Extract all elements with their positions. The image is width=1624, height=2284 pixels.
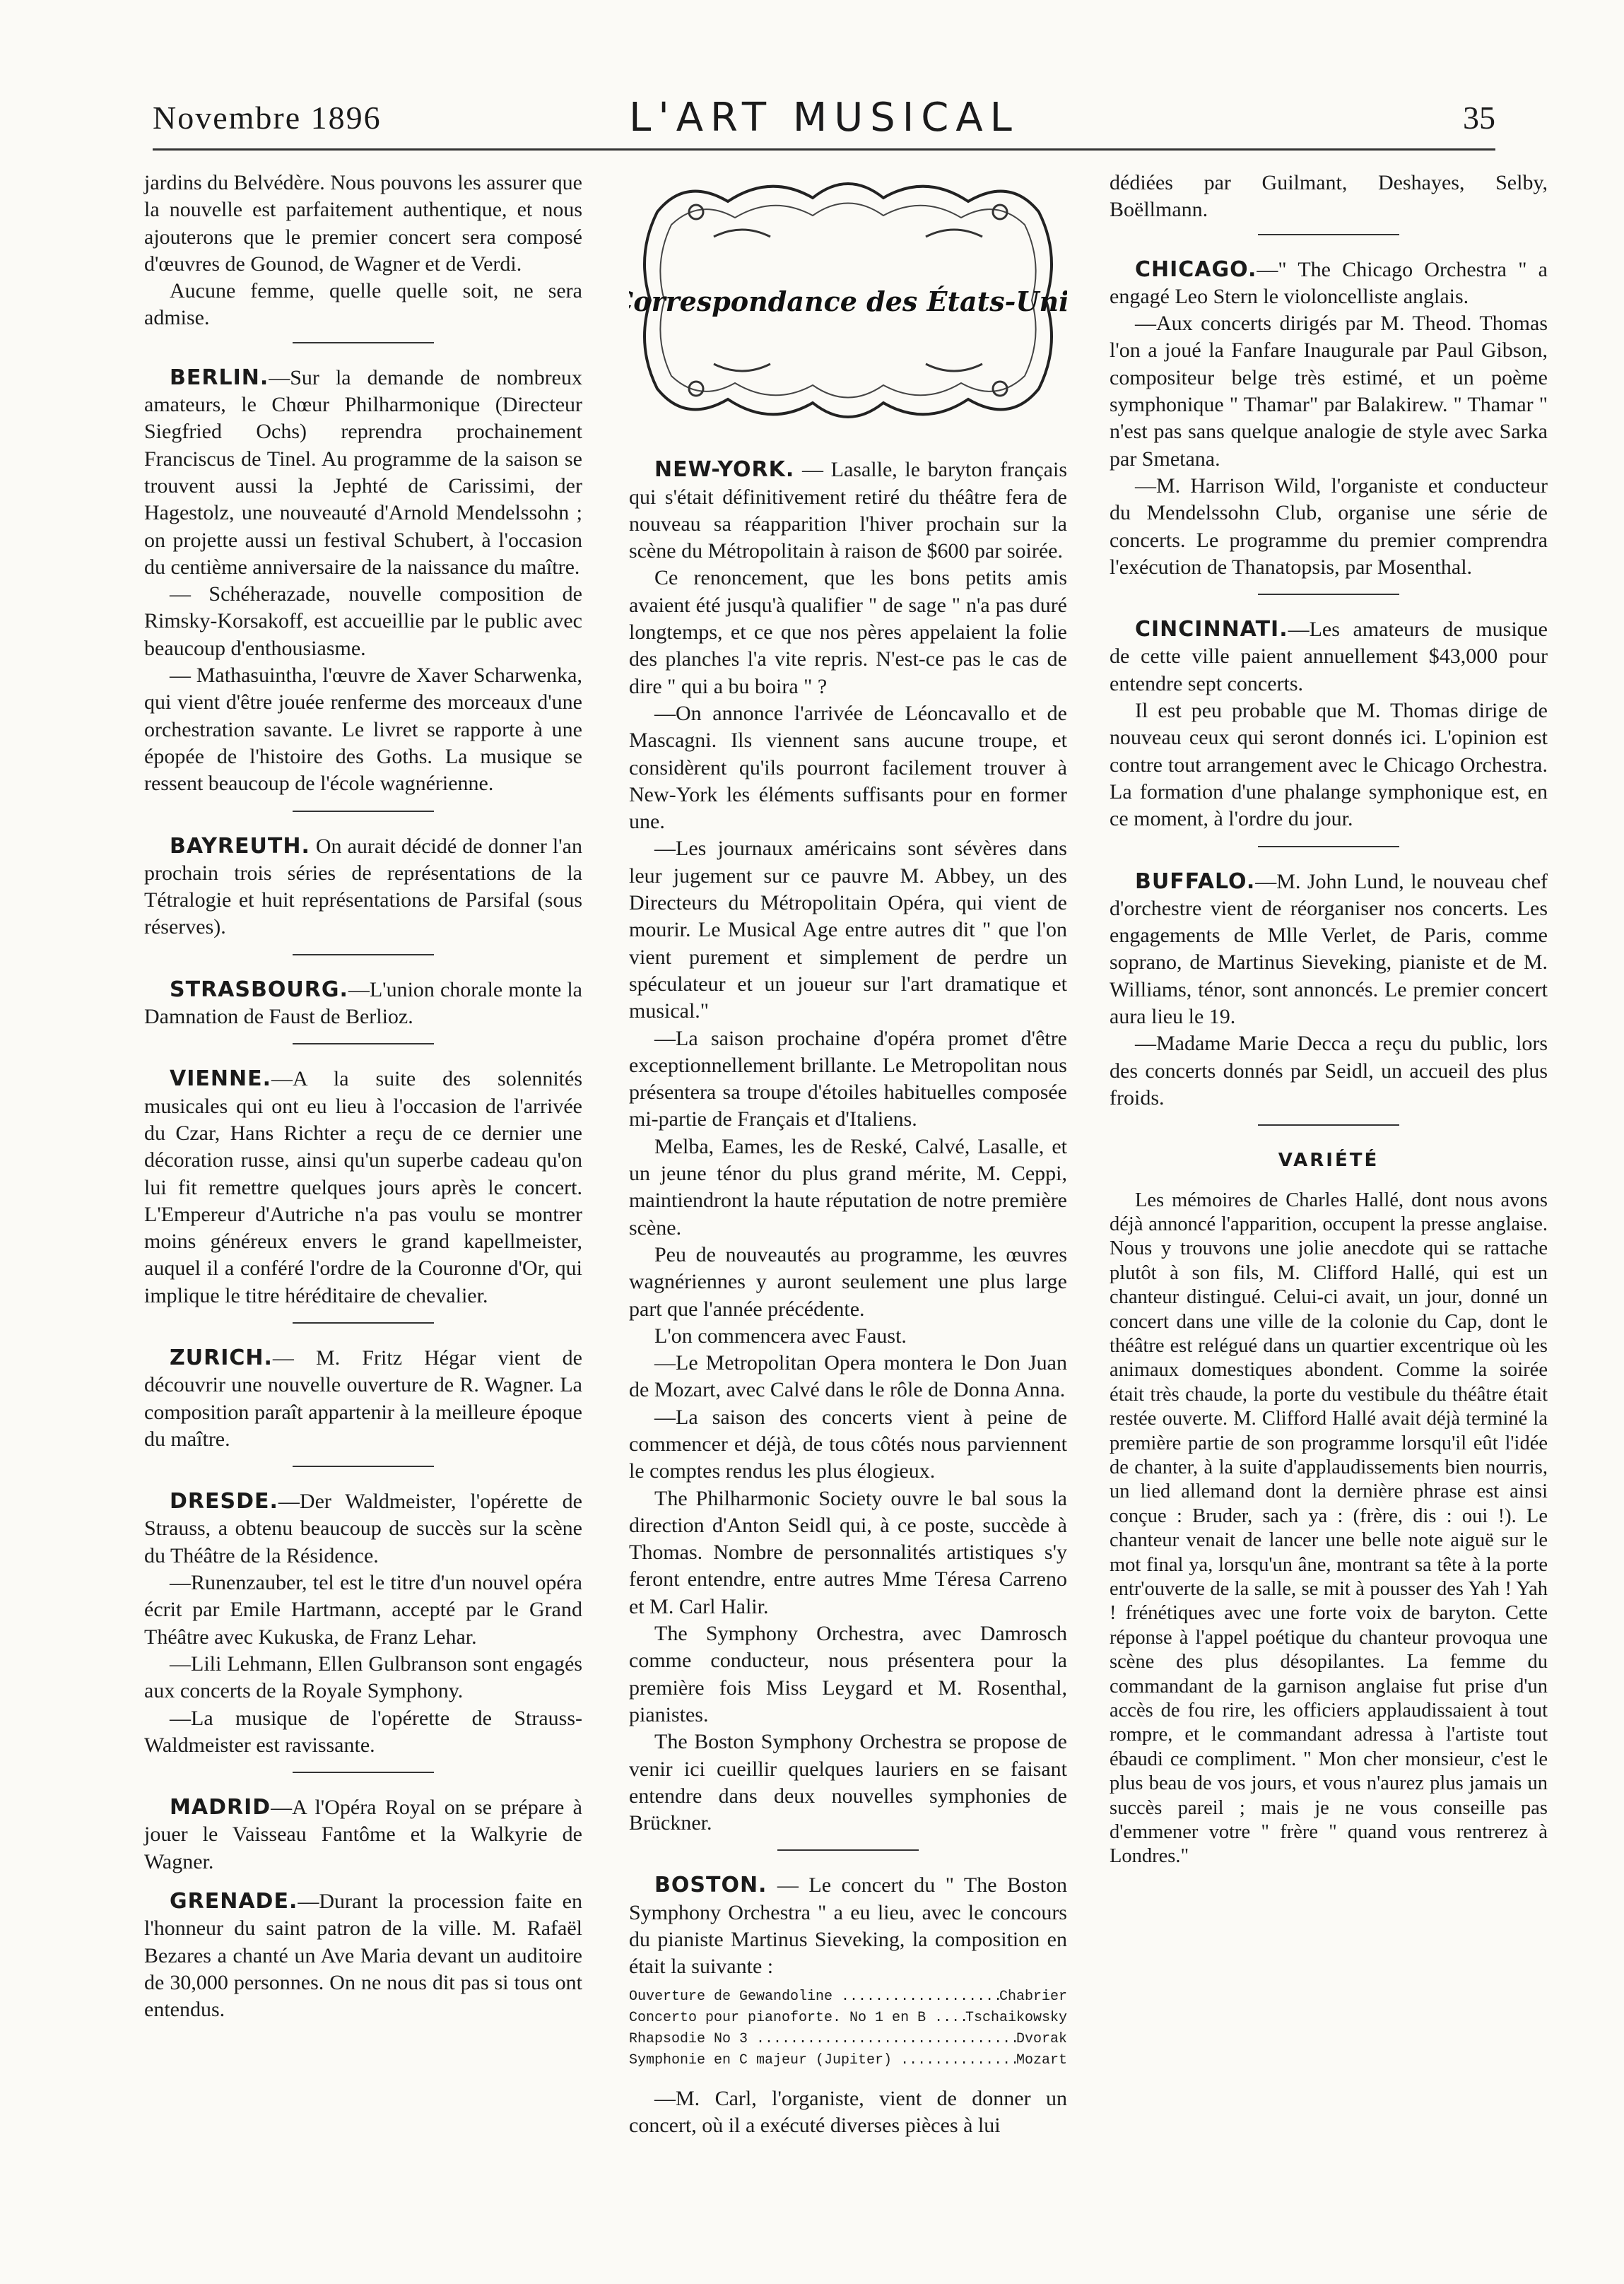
paragraph: Peu de nouveautés au programme, les œuvres wagnériennes y auront seulement une plus large part que l'année précédente. <box>629 1242 1067 1321</box>
program-row <box>629 2029 1067 2050</box>
program-work: Concerto pour pianoforte. No 1 en B ..... <box>629 2008 965 2029</box>
page-number: 35 <box>1463 100 1495 136</box>
program-row <box>629 1986 1067 2008</box>
news-buffalo <box>1110 869 1548 1112</box>
city-heading: BUFFALO. <box>1135 869 1256 894</box>
news-chicago <box>1110 257 1548 582</box>
separator-rule <box>1258 1124 1399 1126</box>
separator-rule <box>293 342 434 343</box>
paragraph: —Sur la demande de nombreux amateurs, le Chœur Philharmonique (Directeur Siegfried Ochs) reprendra prochainement Franciscus de Tinel. Au programme de la saison se trouvent aussi la Jephté de Carissimi, der Hagestolz, une nouveauté d'Arnold Mendelssohn ; on projette aussi un festival Schubert, à l'occasion du centième anniversaire de la naissance du maître. <box>144 365 582 579</box>
paragraph: The Boston Symphony Orchestra se propose de venir ici cueillir quelques lauriers en se faisant entendre dans deux nouvelles symphonies de Brückner. <box>629 1730 1067 1835</box>
paragraph: dédiées par Guilmant, Deshayes, Selby, Boëllmann. <box>1110 171 1548 222</box>
correspondence-banner <box>629 170 1067 431</box>
column-3 <box>1110 170 1548 1869</box>
paragraph: —On annonce l'arrivée de Léoncavallo et de Mascagni. Ils viennent sans aucune troupe, et considèrent qu'ils pourront facilement trouver à New-York les éléments suffisants pour en former une. <box>629 701 1067 834</box>
city-heading: VIENNE. <box>170 1066 271 1092</box>
paragraph: On aurait décidé de donner l'an prochain trois séries de représentations de la Tétralogie et huit représentations de Parsifal (sous réserves). <box>144 834 582 939</box>
column-1 <box>144 170 582 2037</box>
paragraph: jardins du Belvédère. Nous pouvons les assurer que la nouvelle est parfaitement authentique, et nous ajouterons que le premier concert sera composé d'œuvres de Gounod, de Wagner et de Verdi. <box>144 171 582 276</box>
separator-rule <box>777 1849 919 1851</box>
paragraph: The Symphony Orchestra, avec Damrosch comme conducteur, nous présentera pour la première fois Miss Leygard et M. Rosenthal, pianistes. <box>629 1622 1067 1726</box>
page-header <box>153 95 1495 141</box>
paragraph: —M. John Lund, le nouveau chef d'orchestre vient de réorganiser nos concerts. Les engagements de Mlle Verlet, de Paris, comme soprano, de Martinus Sieveking, pianiste et de M. Williams, ténor, sont annoncés. Le premier concert aura lieu le 19. <box>1110 869 1548 1029</box>
paragraph: Ce renoncement, que les bons petits amis avaient été jusqu'à qualifier " de sage " n'a pas duré longtemps, et ce que nos pères appelaient la folie des planches l'a vite repris. N'est-ce pas le cas de dire " qui a bu boira " ? <box>629 566 1067 698</box>
paragraph: — Le concert du " The Boston Symphony Orchestra " a eu lieu, avec le concours du pianiste Martinus Sieveking, la composition en était la suivante : <box>629 1873 1067 1979</box>
paragraph: — Lasalle, le baryton français qui s'était définitivement retiré du théâtre fera de nouveau sa réapparition l'hiver prochain sur la scène du Métropolitain à raison de $600 par soirée. <box>629 458 1067 563</box>
paragraph: —Durant la procession faite en l'honneur du saint patron de la ville. M. Rafaël Bezares a chanté un Ave Maria devant un auditoire de 30,000 personnes. On ne nous dit pas si tous ont entendus. <box>144 1890 582 2022</box>
paragraph: —Der Waldmeister, l'opérette de Strauss, a obtenu beaucoup de succès sur la scène du Théâtre de la Résidence. <box>144 1490 582 1567</box>
separator-rule <box>293 1322 434 1324</box>
paragraph: Les mémoires de Charles Hallé, dont nous avons déjà annoncé l'apparition, occupent la presse anglaise. Nous y trouvons une jolie anecdote qui se rattache plutôt à son fils, M. Clifford Hallé, qui est un chanteur distingué. Celui-ci avait, un jour, donné un concert dans une ville de la colonie du Cap, dont le théâtre est relégué dans un quartier excentrique où les animaux domestiques abondent. Comme la soirée était très chaude, la porte du vestibule du théâtre était restée ouverte. M. Clifford Hallé avait déjà terminé la première partie de son programme lorsqu'il eût l'idée de chanter, à la suite d'applaudissements bien nourris, un lied allemand dont la dernière phrase est ainsi conçue : Bruder, sach ya : (frère, dis : oui !). Le chanteur venait de lancer une belle note aiguë sur le mot final ya, lorsqu'un âne, montrant sa tête à la porte entr'ouverte de la salle, se mit à pousser des Yah ! Yah ! frénétiques avec une forte voix de baryton. Cette réponse à l'appel poétique du chanteur provoqua une scène des plus désopilantes. La femme du commandant de la garnison anglaise fut prise d'un accès de fou rire, les officiers applaudissaient à tout rompre, et le commandant adressa à l'artiste tout ébaudi ce compliment. " Mon cher monsieur, c'est le plus beau de vos jours, et vous n'aurez plus jamais un succès pareil ; mais je ne vous conseille pas d'emmener votre " frère " quand vous rentrerez à Londres." <box>1110 1189 1548 1868</box>
paragraph: —Les amateurs de musique de cette ville paient annuellement $43,000 pour entendre sept concerts. <box>1110 618 1548 695</box>
news-zurich <box>144 1345 582 1453</box>
separator-rule <box>293 1043 434 1044</box>
city-heading: BERLIN. <box>170 365 269 390</box>
program-work: Rhapsodie No 3 ..... <box>629 2029 1016 2050</box>
program-composer: Dvorak <box>1016 2030 1067 2047</box>
program-row <box>629 2008 1067 2029</box>
paragraph: —A la suite des solennités musicales qui ont eu lieu à l'occasion de l'arrivée du Czar, Hans Richter a reçu de ce dernier une décoration russe, ainsi qu'un superbe cadeau qu'on lui fit remettre quelques jours après le concert. L'Empereur d'Autriche n'a pas voulu se montrer moins généreux envers le grand kapellmeister, auquel il a conféré l'ordre de la Couronne d'Or, qui implique le titre héréditaire de chevalier. <box>144 1067 582 1307</box>
journal-title: L'ART MUSICAL <box>629 95 1019 141</box>
header-rule <box>153 148 1495 151</box>
city-heading: MADRID <box>170 1795 271 1820</box>
separator-rule <box>293 811 434 812</box>
city-heading: DRESDE. <box>170 1489 278 1514</box>
city-heading: CINCINNATI. <box>1135 617 1288 642</box>
paragraph: — M. Fritz Hégar vient de découvrir une nouvelle ouverture de R. Wagner. La composition paraît appartenir à la meilleure époque du maître. <box>144 1346 582 1451</box>
news-boston <box>629 1872 1067 2139</box>
separator-rule <box>293 1466 434 1467</box>
city-heading: STRASBOURG. <box>170 977 348 1002</box>
separator-rule <box>293 1772 434 1773</box>
banner-title: Correspondance des États-Unis <box>629 286 1067 317</box>
paragraph: —La saison prochaine d'opéra promet d'être exceptionnellement brillante. Le Metropolitan nous présentera sa troupe d'étoiles habituelles composée mi-partie de Français et d'Italiens. <box>629 1026 1067 1131</box>
news-vienne <box>144 1066 582 1309</box>
paragraph: —M. Carl, l'organiste, vient de donner un concert, où il a exécuté diverses pièces à lui <box>629 2086 1067 2137</box>
paragraph: —Le Metropolitan Opera montera le Don Juan de Mozart, avec Calvé dans le rôle de Donna Anna. <box>629 1351 1067 1402</box>
paragraph: —Les journaux américains sont sévères dans leur jugement sur ce pauvre M. Abbey, un des Directeurs du Métropolitain Opéra, qui vient de mourir. Le Musical Age entre autres dit " que l'on vient purement et simplement de perdre un spéculateur et un joueur sur l'art dramatique et musical." <box>629 837 1067 1023</box>
city-heading: GRENADE. <box>170 1889 298 1914</box>
city-heading: CHICAGO. <box>1135 257 1257 282</box>
paragraph: —M. Harrison Wild, l'organiste et conducteur du Mendelssohn Club, organise une série de concerts. Le programme du premier comprendra l'exécution de Thanatopsis, par Mosenthal. <box>1110 473 1548 579</box>
city-heading: BOSTON. <box>654 1873 767 1898</box>
variete-article <box>1110 1189 1548 1869</box>
concert-program <box>629 1986 1067 2071</box>
separator-rule <box>1258 846 1399 847</box>
paragraph: —A l'Opéra Royal on se prépare à jouer le Vaisseau Fantôme et la Walkyrie de Wagner. <box>144 1796 582 1873</box>
program-composer: Mozart <box>1016 2052 1067 2068</box>
paragraph: —La saison des concerts vient à peine de commencer et déjà, de tous côtés nous parviennent le comptes rendus les plus élogieux. <box>629 1405 1067 1483</box>
program-work: Ouverture de Gewandoline ..... <box>629 1986 999 2008</box>
news-new-york <box>629 457 1067 1837</box>
program-work: Symphonie en C majeur (Jupiter) ..... <box>629 2050 1016 2071</box>
paragraph: —Lili Lehmann, Ellen Gulbranson sont engagés aux concerts de la Royale Symphony. <box>144 1652 582 1703</box>
paragraph: Il est peu probable que M. Thomas dirige de nouveau ceux qui seront donnés ici. L'opinion est contre tout arrangement avec le Chicago Orchestra. La formation d'une phalange symphonique est, en ce moment, à l'ordre du jour. <box>1110 699 1548 831</box>
news-berlin <box>144 365 582 798</box>
paragraph: The Philharmonic Society ouvre le bal sous la direction d'Anton Seidl qui, à ce poste, succède à Thomas. Nombre de personnalités artistiques s'y feront entendre, entre autres Mme Téresa Carreno et M. Carl Halir. <box>629 1486 1067 1618</box>
news-grenade <box>144 1888 582 2023</box>
paragraph: L'on commencera avec Faust. <box>654 1324 907 1348</box>
separator-rule <box>1258 234 1399 235</box>
paragraph: —L'union chorale monte la Damnation de Faust de Berlioz. <box>144 977 582 1029</box>
city-heading: NEW-YORK. <box>654 457 795 483</box>
paragraph: —" The Chicago Orchestra " a engagé Leo Stern le violoncelliste anglais. <box>1110 257 1548 308</box>
paragraph: Melba, Eames, les de Reské, Calvé, Lasalle, et un jeune ténor du plus grand mérite, M. Ceppi, maintiendront la haute réputation de notre première scène. <box>629 1134 1067 1240</box>
paragraph: Aucune femme, quelle quelle soit, ne sera admise. <box>144 279 582 330</box>
news-dresde <box>144 1488 582 1759</box>
program-composer: Tschaikowsky <box>965 2009 1067 2026</box>
news-bayreuth <box>144 833 582 941</box>
paragraph: —La musique de l'opérette de Strauss-Waldmeister est ravissante. <box>144 1706 582 1757</box>
paragraph: —Runenzauber, tel est le titre d'un nouvel opéra écrit par Emile Hartmann, accepté par le Grand Théâtre avec Kukuska, de Franz Lehar. <box>144 1571 582 1649</box>
paragraph: — Mathasuintha, l'œuvre de Xaver Scharwenka, qui vient d'être jouée renferme des morceaux d'une orchestration savante. Le livret se rapporte à une épopée de l'histoire des Goths. La musique se ressent beaucoup de l'école wagnérienne. <box>144 664 582 796</box>
program-composer: Chabrier <box>999 1988 1067 2005</box>
paragraph: —Madame Marie Decca a reçu du public, lors des concerts donnés par Seidl, un accueil des plus froids. <box>1110 1032 1548 1109</box>
city-heading: BAYREUTH. <box>170 833 310 859</box>
news-strasbourg <box>144 977 582 1031</box>
city-heading: ZURICH. <box>170 1345 273 1370</box>
separator-rule <box>1258 594 1399 595</box>
section-title-variete: VARIÉTÉ <box>1278 1150 1379 1172</box>
news-madrid <box>144 1794 582 1876</box>
paragraph: —Aux concerts dirigés par M. Theod. Thomas l'on a joué la Fanfare Inaugurale par Paul Gibson, compositeur belge très estimé, et un poème symphonique " Thamar" par Balakirew. " Thamar " n'est pas sans quelque analogie de style avec Sarka par Smetana. <box>1110 312 1548 471</box>
paragraph: — Schéherazade, nouvelle composition de Rimsky-Korsakoff, est accueillie par le public avec beaucoup d'enthousiasme. <box>144 582 582 660</box>
column-2 <box>629 170 1067 2152</box>
separator-rule <box>293 954 434 955</box>
issue-date: Novembre 1896 <box>153 100 382 136</box>
program-row <box>629 2050 1067 2071</box>
news-cincinnati <box>1110 616 1548 832</box>
